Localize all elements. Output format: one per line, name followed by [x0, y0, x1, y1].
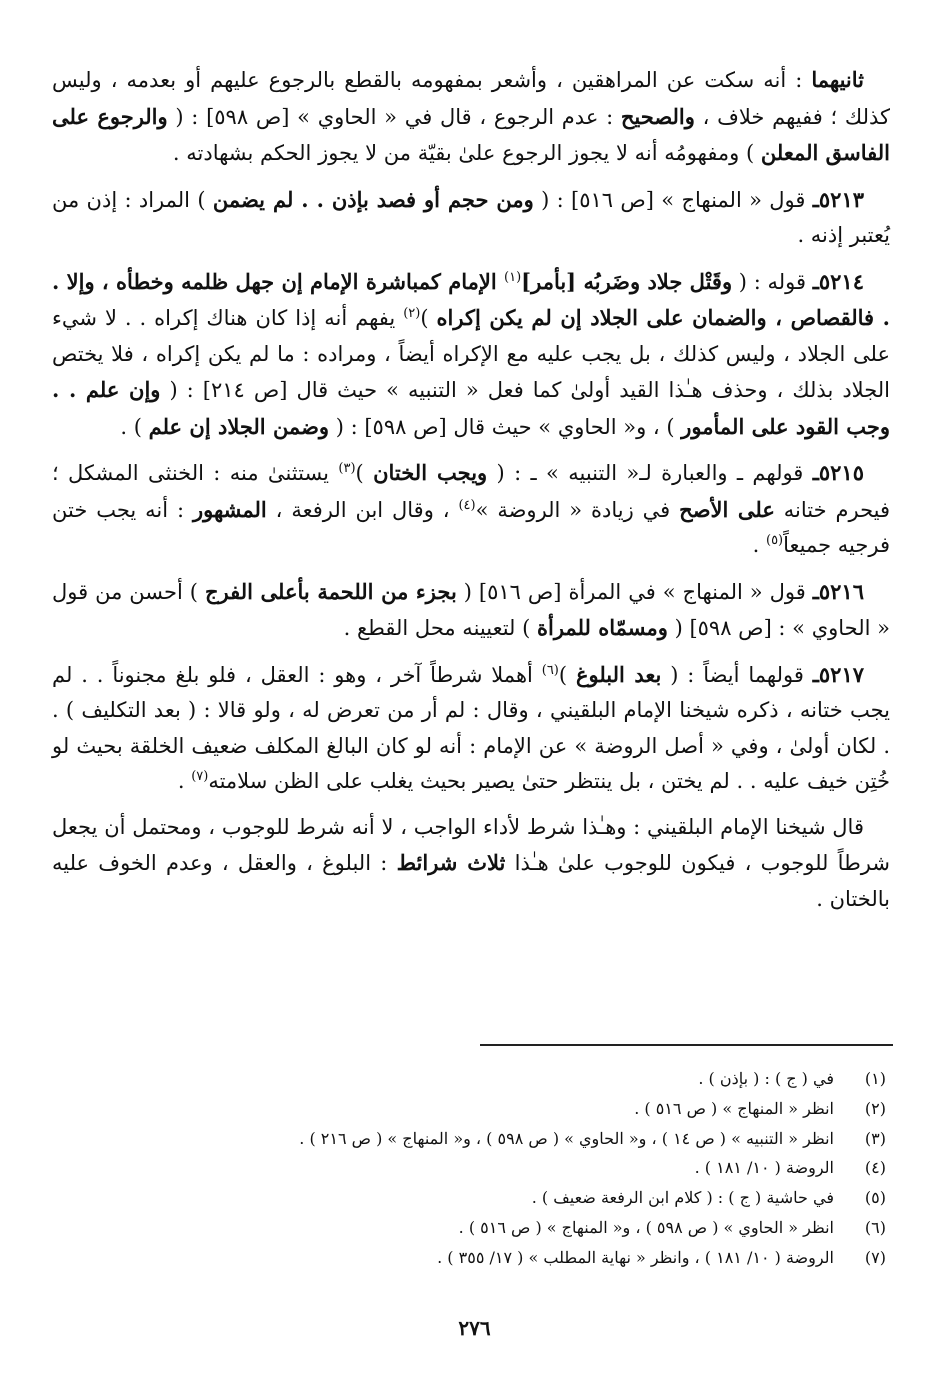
footnote-ref: (٣) [338, 461, 356, 476]
text-run: أهملا شرطاً آخر ، وهو : العقل ، فلو بلغ مجنوناً . . لم يجب ختانه ، ذكره شيخنا الإمام البلقيني ، وقال : لم أر من تعرض له ، ولو قالا : ( بعد التكليف ) . . لكان أولىٰ ، وفي « أصل الروضة » عن الإمام : أنه لو كان البالغ المكلف ضعيف الخلقة بحيث لو خُتِن خيف عليه . . لم يختن ، بل ينتظر حتىٰ يصير بحيث يغلب على الظن سلامته [52, 662, 890, 793]
footnote-text: انظر « التنبيه » ( ص ١٤ ) ، و« الحاوي » ( ص ٥٩٨ ) ، و« المنهاج » ( ص ٢١٦ ) . [299, 1128, 834, 1148]
bold-text: ثانيهما [811, 67, 864, 92]
bold-text: ٥٢١٤ـ [812, 268, 864, 294]
text-run: يفهم أنه إذا كان هناك إكراه . . لا شيء على الجلاد ، وليس كذلك ، بل يجب عليه مع الإكراه أيضاً ، ومراده : ما لم يكن إكراه ، فلا يختص الجلاد بذلك ، وحذف هـٰذا القيد أولىٰ كما فعل « التنبيه » حيث قال [ص ٢١٤] : ( [52, 306, 890, 402]
text-run: ) ، و« الحاوي » حيث قال [ص ٥٩٨] : ( [329, 414, 682, 439]
footnote-number: (٤) [864, 1158, 886, 1178]
footnotes [52, 1064, 892, 1273]
footnote-number: (١) [864, 1069, 886, 1088]
text-run: قول « المنهاج » [ص ٥١٦] : ( [533, 187, 813, 212]
bold-text: ٥٢١٧ـ [812, 661, 865, 687]
text-run: ) ومفهومُه أنه لا يجوز الرجوع علىٰ بقيّة من لا يجوز الحكم بشهادته . [172, 141, 761, 165]
bold-text: وإن علم . . وجب القود على المأمور [52, 377, 890, 439]
paragraph-p-5215 [52, 455, 890, 564]
footnote-ref: (٤) [458, 497, 476, 513]
footnote-number: (٥) [864, 1188, 886, 1208]
paragraph-p-5214 [52, 264, 890, 446]
text-run: : عدم الرجوع ، قال في « الحاوي » [ص ٥٩٨] : ( [167, 104, 621, 129]
bold-text: ويجب الختان [373, 460, 488, 485]
text-run: يستثنىٰ منه : الخنثى المشكل ؛ فيحرم ختانه [52, 461, 891, 522]
text-run: . [752, 533, 766, 557]
text-run: ، وقال ابن الرفعة ، [266, 497, 459, 522]
bold-text: المشهور [192, 496, 267, 522]
paragraph-p-5213 [52, 182, 890, 254]
footnote-item [52, 1153, 892, 1183]
bold-text: ومن حجم أو فصد بإذن . . لم يضمن [212, 186, 534, 212]
bold-text: والرجوع على الفاسق المعلن [52, 103, 890, 165]
footnote-ref: (٦) [541, 662, 559, 678]
text-run: قولهما أيضاً : ( [661, 662, 813, 687]
text-run: ) [355, 461, 374, 485]
footnote-number: (٧) [864, 1247, 886, 1267]
footnote-number: (٢) [864, 1098, 886, 1118]
footnote-item [52, 1213, 892, 1243]
bold-text: على الأصح [679, 496, 775, 522]
text-run: : البلوغ ، والعقل ، وعدم الخوف عليه بالختان . [52, 851, 890, 911]
text-run: ) [420, 306, 437, 330]
bold-text: ٥٢١٦ـ [812, 578, 864, 604]
text-run: : أنه يجب ختن فرجيه جميعاً [52, 497, 890, 557]
footnote-text: انظر « الحاوي » ( ص ٥٩٨ ) ، و« المنهاج » ( ص ٥١٦ ) . [458, 1217, 834, 1237]
bold-text: ٥٢١٣ـ [812, 186, 865, 212]
bold-text: ومسمّاه للمرأة [537, 615, 668, 640]
footnote-item [52, 1064, 892, 1094]
page-number: ٢٧٦ [458, 1316, 491, 1340]
footnote-item [52, 1094, 892, 1124]
bold-text: وقَتْل جلاد وضَربُه [بأمر] [521, 268, 733, 294]
bold-text: ٥٢١٥ـ [812, 460, 864, 485]
footnote-text: الروضة ( ١٠/ ١٨١ ) ، وانظر « نهاية المطلب » ( ١٧/ ٣٥٥ ) . [437, 1247, 834, 1267]
text-run: . [177, 769, 192, 793]
footnote-ref: (٧) [191, 769, 209, 784]
bold-text: ثلاث شرائط [396, 850, 506, 875]
text-run: قولهم ـ والعبارة لـ« التنبيه » ـ : ( [487, 461, 813, 485]
text-run: ) المراد : إذن من يُعتبر إذنه . [52, 187, 890, 247]
footnote-text: في حاشية ( ج ) : ( كلام ابن الرفعة ضعيف ) . [531, 1188, 834, 1208]
footnote-number: (٣) [864, 1128, 886, 1148]
text-run: ) [558, 662, 576, 687]
text-run: قوله : ( [732, 269, 813, 294]
footnote-item [52, 1183, 892, 1213]
paragraph-p-thaniyhuma [52, 62, 890, 172]
footnote-text: في ( ج ) : ( بإذن ) . [698, 1069, 834, 1088]
paragraph-p-5217 [52, 657, 890, 800]
text-run: ) . [120, 414, 149, 439]
footnote-number: (٦) [864, 1217, 886, 1237]
text-run: قال شيخنا الإمام البلقيني : وهـٰذا شرط لأداء الواجب ، لا أنه شرط للوجوب ، ومحتمل أن يجعل شرطاً للوجوب ، فيكون للوجوب علىٰ هـٰذا [52, 814, 890, 875]
bold-text: والصحيح [620, 103, 695, 129]
footnote-divider [480, 1044, 893, 1046]
text-run: قول « المنهاج » في المرأة [ص ٥١٦] ( [456, 579, 813, 604]
paragraph-p-5216 [52, 574, 890, 647]
bold-text: وضمن الجلاد إن علم [148, 413, 330, 439]
text-run: ) أحسن من قول « الحاوي » : [ص ٥٩٨] ( [52, 579, 890, 640]
footnote-text: الروضة ( ١٠/ ١٨١ ) . [694, 1158, 834, 1178]
footnote-item [52, 1243, 892, 1273]
footnote-text: انظر « المنهاج » ( ص ٥١٦ ) . [634, 1098, 834, 1118]
text-run: في زيادة « الروضة » [475, 497, 680, 522]
footnote-item [52, 1124, 892, 1154]
footnote-ref: (٥) [765, 533, 784, 548]
text-run: ) لتعيينه محل القطع . [343, 616, 537, 640]
footnote-ref: (١) [504, 269, 522, 285]
paragraph-p-qala [52, 810, 890, 918]
bold-text: الإمام كمباشرة الإمام إن جهل ظلمه وخطأه ، وإلا . . فالقصاص ، والضمان على الجلاد إن لم يكن إكراه [52, 268, 890, 330]
bold-text: بجزء من اللحمة بأعلى الفرج [204, 578, 457, 604]
footnote-ref: (٢) [403, 306, 421, 321]
main-text [52, 62, 890, 927]
bold-text: بعد البلوغ [575, 661, 662, 687]
text-run: : أنه سكت عن المراهقين ، وأشعر بمفهومه بالقطع بالرجوع عليهم أو بعدمه ، وليس كذلك ؛ ففيهم خلاف ، [52, 68, 891, 129]
